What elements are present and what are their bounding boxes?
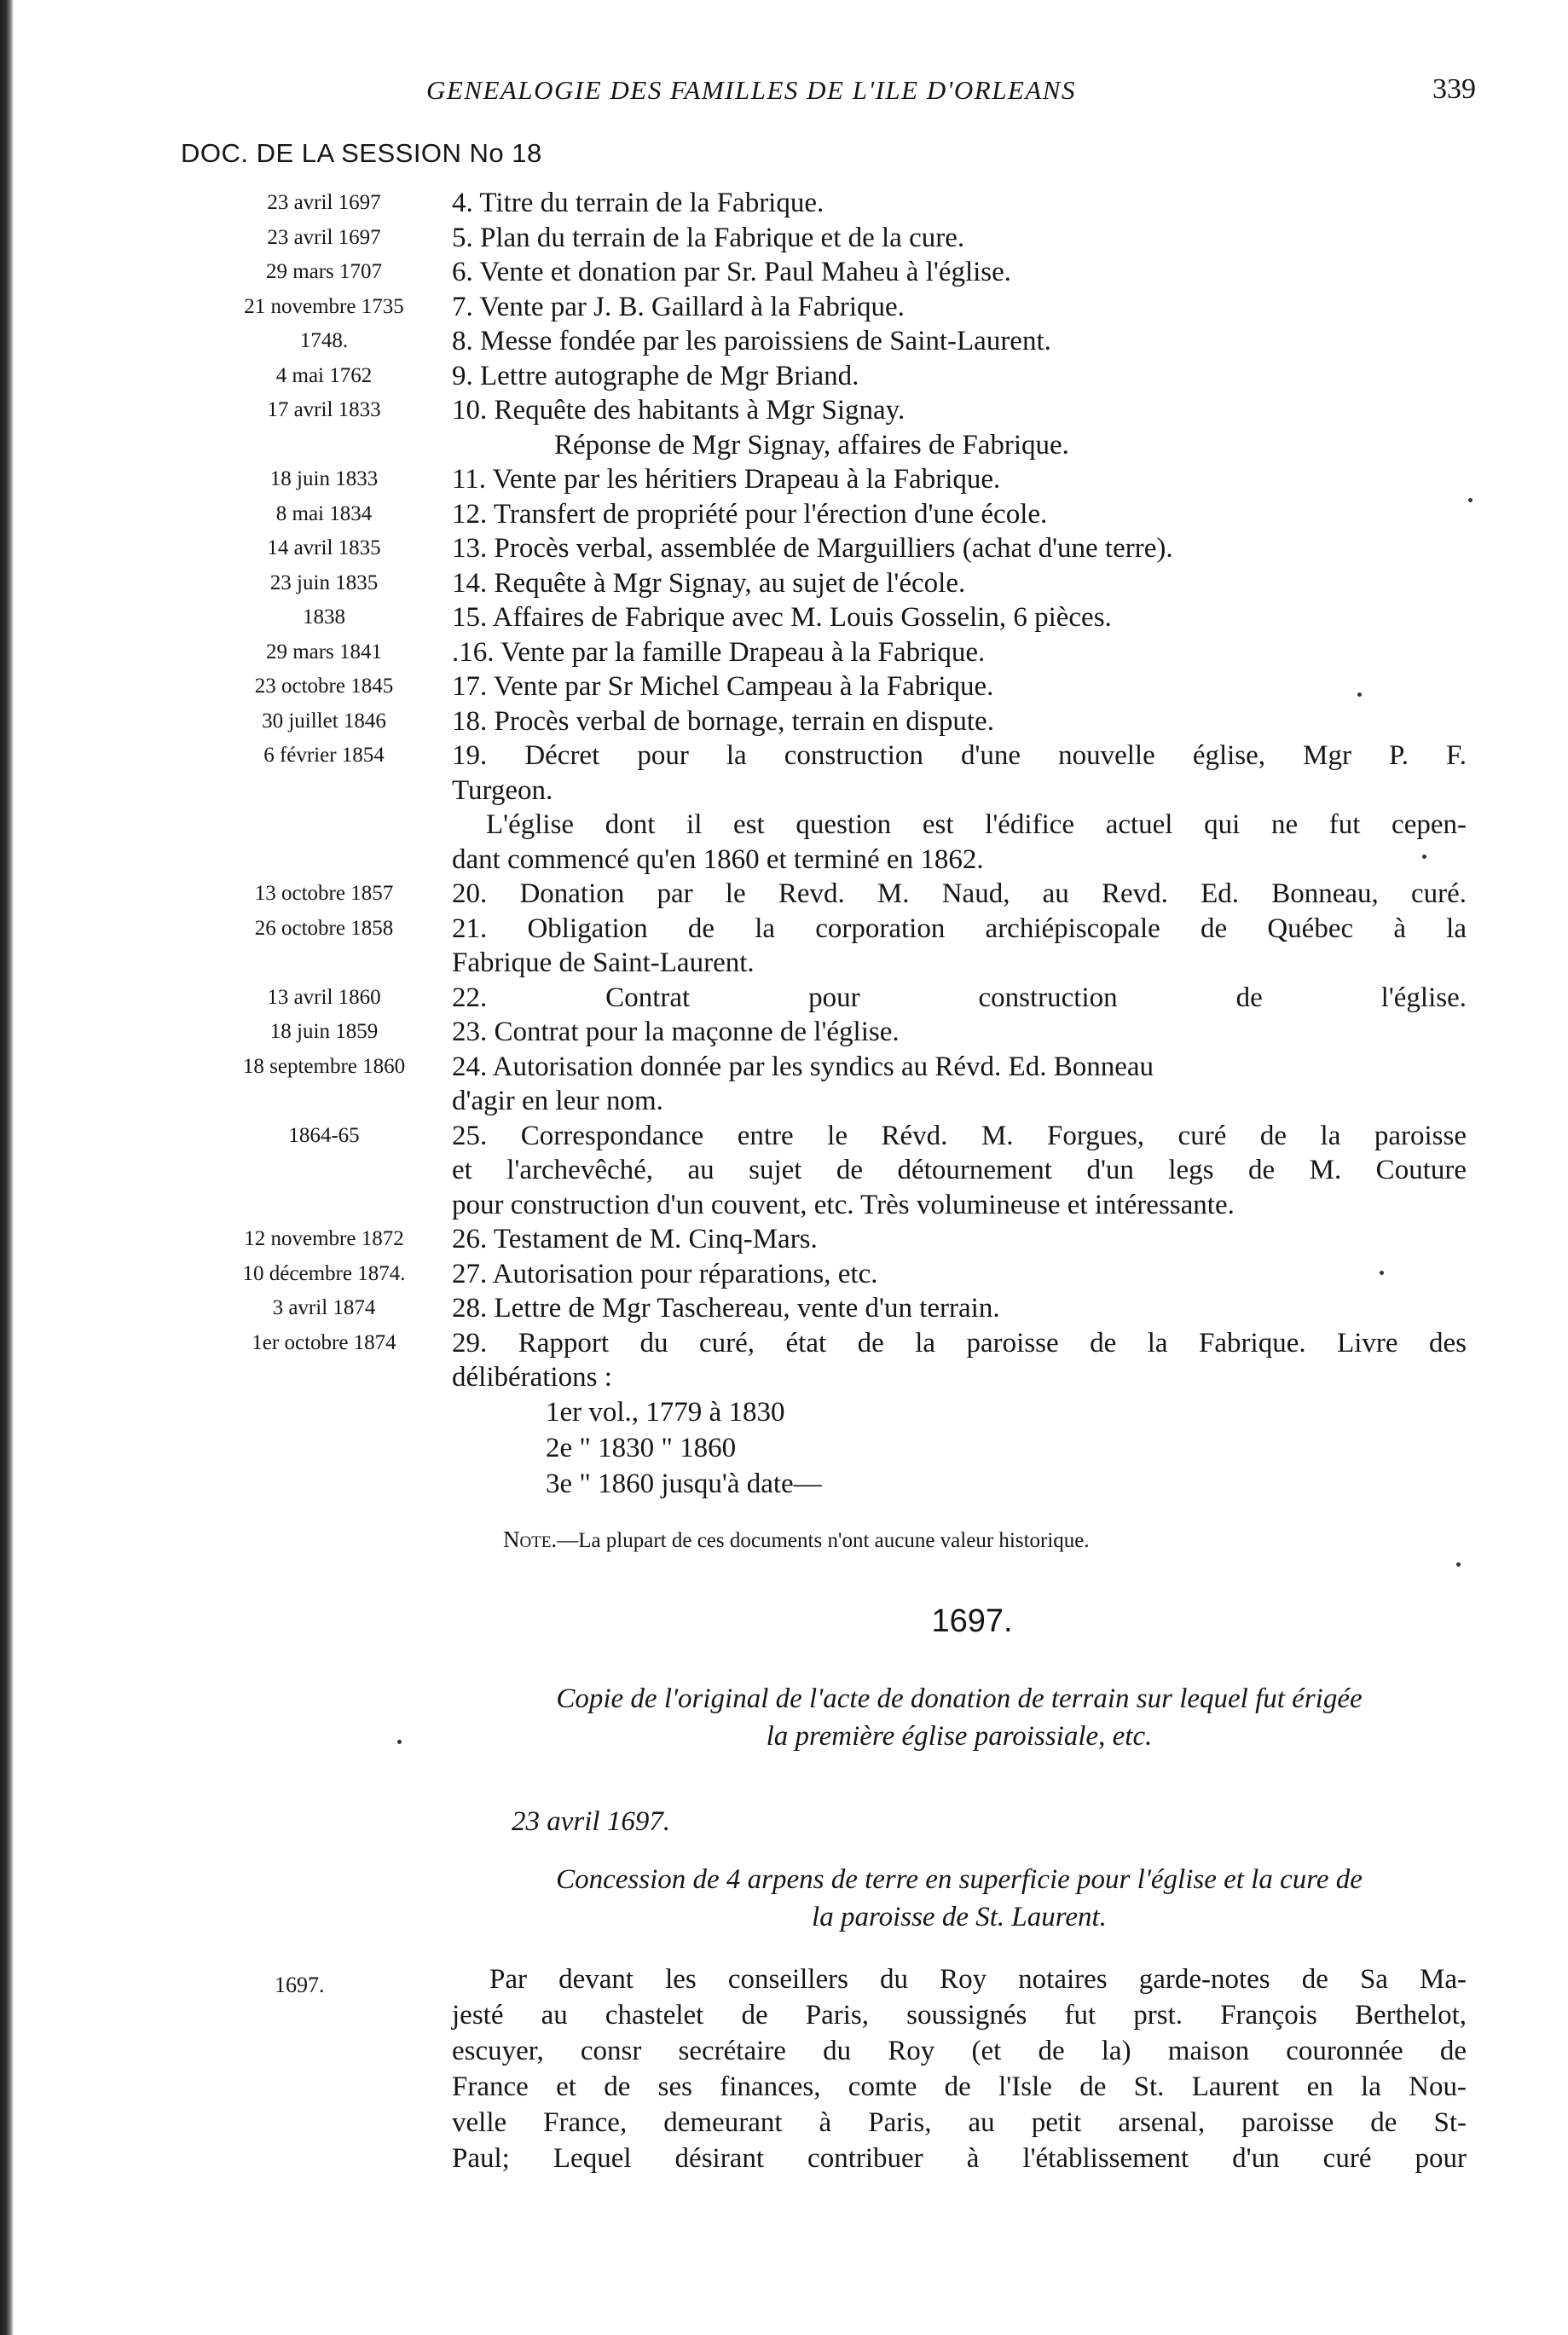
inventory-text: Turgeon.	[452, 774, 553, 806]
inventory-text: 8. Messe fondée par les paroissiens de Saint-Laurent.	[452, 326, 1051, 356]
volume-line: 3e " 1860 jusqu'à date—	[546, 1469, 822, 1499]
inventory-date: 13 avril 1860	[267, 985, 381, 1009]
inventory-row	[205, 186, 1467, 221]
inventory-row	[205, 946, 1467, 981]
inventory-date: 29 mars 1841	[265, 640, 383, 663]
inventory-date: 8 mai 1834	[275, 501, 373, 525]
inventory-row	[205, 912, 1467, 947]
inventory-text: 10. Requête des habitants à Mgr Signay.	[452, 395, 906, 426]
inventory-date: 18 septembre 1860	[242, 1054, 406, 1078]
inventory-row	[205, 981, 1467, 1016]
body-line: jesté au chastelet de Paris, soussignés fut prst. François Berthelot,	[452, 2000, 1467, 2031]
inventory-text: d'agir en leur nom.	[452, 1086, 663, 1116]
inventory-text: 19. Décret pour la construction d'une nouvelle église, Mgr P. F.	[452, 740, 1467, 771]
body-line: Paul; Lequel désirant contribuer à l'établissement d'un curé pour	[452, 2143, 1467, 2174]
section-title-line: la première église paroissiale, etc.	[766, 1721, 1153, 1752]
inventory-text: 23. Contrat pour la maçonne de l'église.	[452, 1017, 900, 1047]
inventory-date: 29 mars 1707	[265, 260, 383, 283]
inventory-date: 18 juin 1859	[269, 1020, 379, 1043]
section-title-line: Copie de l'original de l'acte de donation de terrain sur lequel fut érigée	[556, 1683, 1363, 1714]
inventory-date: 3 avril 1874	[272, 1296, 376, 1319]
inventory-date: 4 mai 1762	[275, 363, 373, 387]
body-line: France et de ses finances, comte de l'Isle de St. Laurent en la Nou-	[452, 2071, 1467, 2102]
inventory-row	[205, 221, 1467, 256]
inventory-row	[205, 1257, 1467, 1292]
inventory-row	[205, 324, 1467, 359]
inventory-date: 18 juin 1833	[269, 467, 379, 490]
section-title	[452, 1680, 1467, 1755]
inventory-text: 18. Procès verbal de bornage, terrain en dispute.	[452, 705, 994, 737]
inventory-row	[205, 600, 1467, 635]
inventory-text: 13. Procès verbal, assemblée de Marguilliers (achat d'une terre).	[452, 533, 1173, 564]
body-paragraph	[452, 1961, 1467, 2176]
document-inventory	[205, 186, 1467, 1395]
inventory-date: 10 décembre 1874.	[242, 1261, 406, 1285]
inventory-date: 1748.	[299, 329, 349, 352]
body-line: Par devant les conseillers du Roy notaires garde-notes de Sa Ma-	[489, 1964, 1467, 1995]
inventory-text: 25. Correspondance entre le Révd. M. Forgues, curé de la paroisse	[452, 1120, 1467, 1151]
inventory-text: délibérations :	[452, 1362, 612, 1393]
running-title: GENEALOGIE DES FAMILLES DE L'ILE D'ORLEANS	[426, 75, 1076, 105]
inventory-date: 1864-65	[288, 1123, 360, 1147]
inventory-row	[205, 1291, 1467, 1326]
inventory-date: 21 novembre 1735	[244, 294, 404, 318]
inventory-date: 30 juillet 1846	[262, 709, 386, 733]
inventory-text: 24. Autorisation donnée par les syndics au Révd. Ed. Bonneau	[452, 1051, 1154, 1082]
inventory-text: 28. Lettre de Mgr Taschereau, vente d'un terrain.	[452, 1293, 1000, 1324]
inventory-row	[205, 1360, 1467, 1395]
inventory-text: 4. Titre du terrain de la Fabrique.	[452, 188, 825, 218]
inventory-text: L'église dont il est question est l'édifice actuel qui ne fut cepen-	[486, 809, 1467, 840]
inventory-text: 15. Affaires de Fabrique avec M. Louis Gosselin, 6 pièces.	[452, 602, 1112, 633]
ink-speck	[1456, 1562, 1461, 1567]
ink-speck	[1422, 855, 1426, 859]
inventory-date: 12 novembre 1872	[244, 1227, 404, 1250]
inventory-text: 21. Obligation de la corporation archiépiscopale de Québec à la	[452, 913, 1467, 944]
scan-binding-edge	[0, 0, 14, 2335]
inventory-row	[205, 877, 1467, 912]
section-year: 1697.	[931, 1603, 1013, 1639]
inventory-row	[205, 1084, 1467, 1119]
inventory-text: 6. Vente et donation par Sr. Paul Maheu à l'église.	[452, 257, 1012, 287]
inventory-text: 9. Lettre autographe de Mgr Briand.	[452, 360, 859, 391]
act-date: 23 avril 1697.	[512, 1806, 671, 1837]
inventory-text: .16. Vente par la famille Drapeau à la Fabrique.	[452, 636, 986, 668]
inventory-row	[205, 669, 1467, 704]
inventory-text: 20. Donation par le Revd. M. Naud, au Revd. Ed. Bonneau, curé.	[452, 878, 1467, 909]
inventory-text: 11. Vente par les héritiers Drapeau à la Fabrique.	[452, 464, 1001, 495]
body-line: escuyer, consr secrétaire du Roy (et de la) maison couronnée de	[452, 2036, 1467, 2066]
inventory-row	[205, 1326, 1467, 1361]
inventory-text: 27. Autorisation pour réparations, etc.	[452, 1258, 878, 1289]
inventory-text: et l'archevêché, au sujet de détournement d'un legs de M. Couture	[452, 1155, 1467, 1185]
footnote	[503, 1527, 1090, 1553]
inventory-row	[205, 531, 1467, 566]
inventory-row	[205, 1050, 1467, 1085]
inventory-date: 26 octobre 1858	[254, 916, 394, 940]
concession-title-line: Concession de 4 arpens de terre en superficie pour l'église et la cure de	[556, 1864, 1363, 1895]
inventory-date: 13 octobre 1857	[254, 882, 394, 905]
inventory-row	[205, 359, 1467, 394]
inventory-row	[205, 462, 1467, 497]
inventory-text: 29. Rapport du curé, état de la paroisse de la Fabrique. Livre des	[452, 1327, 1467, 1359]
inventory-text: pour construction d'un couvent, etc. Très volumineuse et intéressante.	[452, 1189, 1235, 1220]
inventory-row	[205, 774, 1467, 808]
inventory-date: 1838	[303, 605, 345, 629]
inventory-row	[205, 808, 1467, 843]
ink-speck	[1380, 1271, 1384, 1275]
inventory-text: 7. Vente par J. B. Gaillard à la Fabrique.	[452, 291, 905, 322]
inventory-date: 23 octobre 1845	[254, 675, 394, 698]
inventory-date: 23 avril 1697	[267, 191, 381, 214]
session-label: DOC. DE LA SESSION No 18	[181, 138, 542, 168]
inventory-row	[205, 704, 1467, 739]
volume-line: 2e " 1830 " 1860	[546, 1433, 737, 1463]
note-label: Note.	[503, 1527, 558, 1552]
inventory-text: 12. Transfert de propriété pour l'érection d'une école.	[452, 498, 1048, 530]
inventory-row	[205, 1119, 1467, 1154]
inventory-row	[205, 739, 1467, 774]
inventory-text: 14. Requête à Mgr Signay, au sujet de l'école.	[452, 567, 966, 599]
inventory-text: 26. Testament de M. Cinq-Mars.	[452, 1224, 818, 1254]
volume-line: 1er vol., 1779 à 1830	[546, 1397, 785, 1428]
ink-speck	[1468, 498, 1473, 502]
inventory-row	[205, 635, 1467, 670]
inventory-date: 1er octobre 1874	[252, 1330, 396, 1354]
inventory-text: dant commencé qu'en 1860 et terminé en 1862.	[452, 843, 984, 875]
inventory-row	[205, 1015, 1467, 1050]
inventory-row	[205, 393, 1467, 428]
inventory-text: Réponse de Mgr Signay, affaires de Fabrique.	[554, 429, 1069, 461]
inventory-text: 17. Vente par Sr Michel Campeau à la Fabrique.	[452, 671, 994, 702]
inventory-date: 14 avril 1835	[267, 536, 381, 559]
inventory-date: 23 juin 1835	[269, 571, 379, 594]
inventory-text: Fabrique de Saint-Laurent.	[452, 947, 755, 978]
inventory-date: 17 avril 1833	[267, 398, 381, 421]
inventory-row	[205, 1153, 1467, 1188]
inventory-text: 5. Plan du terrain de la Fabrique et de la cure.	[452, 222, 965, 253]
inventory-text: 22. Contrat pour construction de l'église.	[452, 982, 1467, 1013]
inventory-row	[205, 1222, 1467, 1257]
inventory-row	[205, 255, 1467, 290]
note-text: —La plupart de ces documents n'ont aucune valeur historique.	[557, 1529, 1090, 1552]
inventory-date: 23 avril 1697	[267, 225, 381, 249]
concession-title-line: la paroisse de St. Laurent.	[812, 1902, 1107, 1932]
body-line: velle France, demeurant à Paris, au petit arsenal, paroisse de St-	[452, 2107, 1467, 2138]
page-number: 339	[1432, 73, 1476, 105]
ink-speck	[397, 1740, 402, 1744]
concession-title	[452, 1861, 1467, 1936]
inventory-date: 6 février 1854	[263, 744, 385, 767]
margin-year: 1697.	[275, 1973, 325, 1997]
inventory-row	[205, 428, 1467, 463]
ink-speck	[1357, 692, 1362, 697]
inventory-row	[205, 497, 1467, 532]
inventory-row	[205, 566, 1467, 601]
inventory-row	[205, 1188, 1467, 1223]
inventory-row	[205, 290, 1467, 325]
inventory-row	[205, 843, 1467, 878]
